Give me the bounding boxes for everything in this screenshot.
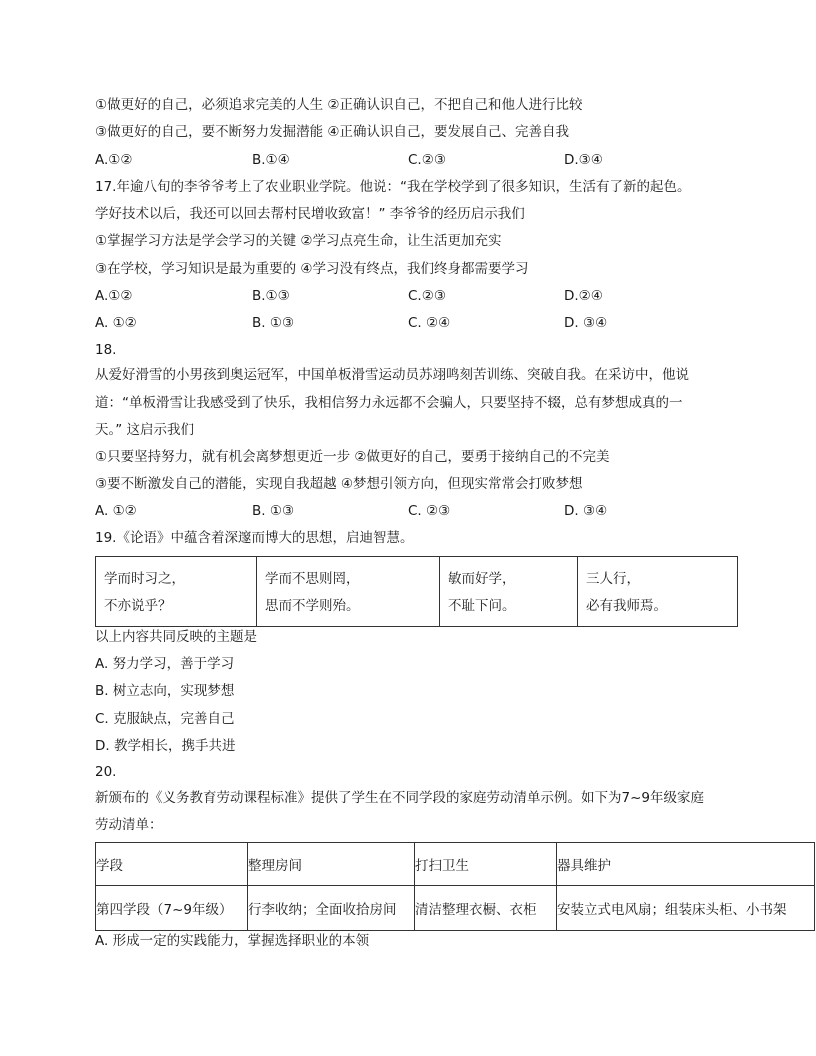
q16-option-c: C.②③ — [408, 152, 446, 168]
q19-quote-cell — [96, 557, 257, 627]
q19-quote-3-line-2: 不耻下问。 — [448, 598, 516, 614]
q17-statement-1: ①掌握学习方法是学会学习的关键 ②学习点亮生命，让生活更加充实 — [95, 233, 502, 249]
q20-header-cell — [557, 843, 815, 886]
q19-option-d: D. 教学相长，携手共进 — [95, 738, 236, 754]
q17-option-b: B.①③ — [252, 288, 290, 304]
q19-quote-3-line-1: 敏而好学， — [448, 571, 516, 587]
q19-option-c: C. 克服缺点，完善自己 — [95, 711, 235, 727]
q18-statement-1: ①只要坚持努力，就有机会离梦想更近一步 ②做更好的自己，要勇于接纳自己的不完美 — [95, 449, 610, 465]
q18-number: 18. — [95, 342, 117, 358]
q16-option-d: D.③④ — [564, 152, 603, 168]
q17-stem-line-1: 17.年逾八旬的李爷爷考上了农业职业学院。他说：“我在学校学到了很多知识，生活有了新的起色。 — [95, 179, 691, 195]
q17-stem-line-2: 学好技术以后，我还可以回去帮村民增收致富！” 李爷爷的经历启示我们 — [95, 206, 525, 222]
q20-header-appliance-maintenance: 器具维护 — [557, 858, 611, 874]
q16-statement-2: ③做更好的自己，要不断努力发掘潜能 ④正确认识自己，要发展自己、完善自我 — [95, 124, 569, 140]
q19-quote-2-line-2: 思而不学则殆。 — [265, 598, 360, 614]
q20-stage-value: 第四学段（7~9年级） — [96, 902, 233, 918]
q19-quote-1-line-2: 不亦说乎？ — [104, 598, 172, 614]
q19-quote-4-line-1: 三人行， — [586, 571, 640, 587]
q20-header-cell — [415, 843, 557, 886]
q20-data-cell — [96, 886, 248, 931]
q17-option-b-alt: B. ①③ — [252, 315, 295, 331]
q20-data-cell — [557, 886, 815, 931]
q20-stem-line-1: 新颁布的《义务教育劳动课程标准》提供了学生在不同学段的家庭劳动清单示例。如下为7~9年级家庭 — [95, 790, 704, 806]
q19-quote-2-line-1: 学而不思则罔， — [265, 571, 360, 587]
q20-data-cell — [415, 886, 557, 931]
q18-option-c: C. ②③ — [408, 503, 451, 519]
q19-quote-cell — [578, 557, 738, 627]
q19-option-b: B. 树立志向，实现梦想 — [95, 683, 235, 699]
q19-quote-cell — [257, 557, 440, 627]
q17-option-c-alt: C. ②④ — [408, 315, 451, 331]
q16-option-b: B.①④ — [252, 152, 290, 168]
q19-stem: 19.《论语》中蕴含着深邃而博大的思想，启迪智慧。 — [95, 530, 414, 546]
q18-option-a: A. ①② — [95, 503, 137, 519]
q17-option-a: A.①② — [95, 288, 133, 304]
q17-statement-2: ③在学校，学习知识是最为重要的 ④学习没有终点，我们终身都需要学习 — [95, 261, 529, 277]
q18-statement-2: ③要不断激发自己的潜能，实现自我超越 ④梦想引领方向，但现实常常会打败梦想 — [95, 476, 583, 492]
q18-stem-line-2: 道：“单板滑雪让我感受到了快乐，我相信努力永远都不会骗人，只要坚持不辍，总有梦想成真的一 — [95, 395, 683, 411]
q19-quote-1-line-1: 学而时习之， — [104, 571, 185, 587]
q20-header-cell — [96, 843, 248, 886]
q17-option-d: D.②④ — [564, 288, 603, 304]
q17-option-d-alt: D. ③④ — [564, 315, 608, 331]
q20-number: 20. — [95, 764, 117, 780]
q20-data-cell — [248, 886, 415, 931]
q19-option-a: A. 努力学习，善于学习 — [95, 656, 235, 672]
q20-labor-table — [95, 842, 815, 931]
q18-option-d: D. ③④ — [564, 503, 608, 519]
q18-option-b: B. ①③ — [252, 503, 295, 519]
q19-quote-4-line-2: 必有我师焉。 — [586, 598, 667, 614]
q20-header-stage: 学段 — [96, 858, 123, 874]
q16-option-a: A.①② — [95, 152, 133, 168]
q19-quote-table — [95, 556, 738, 627]
q17-option-c: C.②③ — [408, 288, 446, 304]
q19-question: 以上内容共同反映的主题是 — [95, 629, 257, 645]
q20-stem-line-2: 劳动清单： — [95, 817, 163, 833]
q18-stem-line-1: 从爱好滑雪的小男孩到奥运冠军，中国单板滑雪运动员苏翊鸣刻苦训练、突破自我。在采访中，他说 — [95, 367, 689, 383]
q19-quote-cell — [440, 557, 578, 627]
q20-header-tidy-room: 整理房间 — [248, 858, 302, 874]
q20-cleaning-value: 清洁整理衣橱、衣柜 — [415, 902, 537, 918]
q18-stem-line-3: 天。” 这启示我们 — [95, 422, 195, 438]
q20-header-cleaning: 打扫卫生 — [415, 858, 469, 874]
q20-tidy-room-value: 行李收纳；全面收拾房间 — [248, 902, 397, 918]
q17-option-a-alt: A. ①② — [95, 315, 137, 331]
q16-statement-1: ①做更好的自己，必须追求完美的人生 ②正确认识自己，不把自己和他人进行比较 — [95, 97, 583, 113]
q20-option-a: A. 形成一定的实践能力，掌握选择职业的本领 — [95, 933, 370, 949]
q20-appliance-value: 安装立式电风扇；组装床头柜、小书架 — [557, 902, 787, 918]
q20-header-cell — [248, 843, 415, 886]
